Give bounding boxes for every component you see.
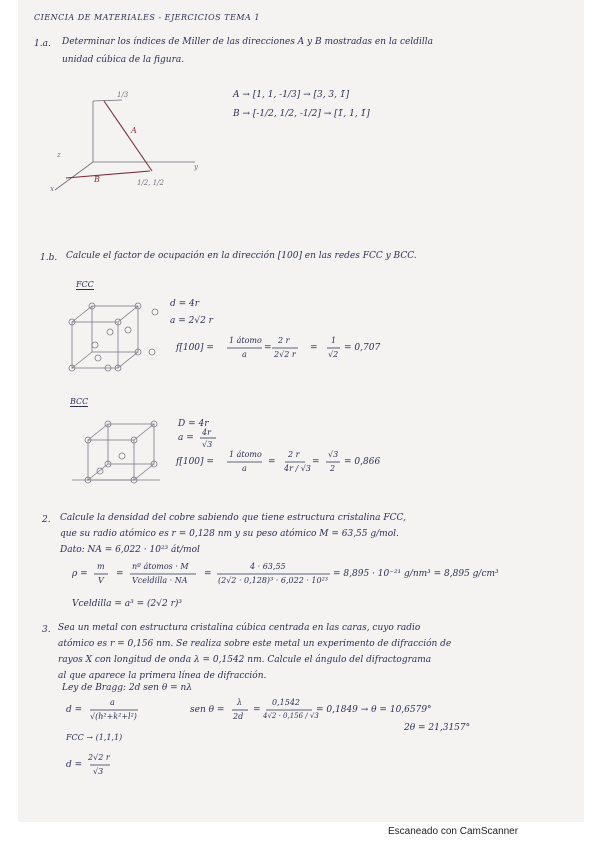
ex2-eq2: = <box>204 569 212 579</box>
bcc-eq: = <box>268 457 276 467</box>
fcc-result: = 0,707 <box>344 343 381 353</box>
fig-point-a: 1/3 <box>117 91 129 99</box>
fig-axis-y: y <box>194 163 198 171</box>
bcc-frac1-den: a <box>242 464 247 473</box>
fcc-f-label: f[100] = <box>176 343 214 353</box>
ex3-d-num: a <box>110 698 115 707</box>
bcc-eq2: = <box>312 457 320 467</box>
ex3-sen-den: 2d <box>233 712 244 721</box>
fcc-frac1-num: 1 átomo <box>229 336 262 345</box>
ex2-m-num: m <box>97 562 105 571</box>
ex3-number: 3. <box>42 625 51 635</box>
ex3-fcc-plane: FCC → (1,1,1) <box>66 733 123 742</box>
fig-axis-z: z <box>57 151 61 159</box>
ex3-statement-line1: Sea un metal con estructura cristalina cúbica centrada en las caras, cuyo radio <box>58 623 421 633</box>
bcc-cube-sketch <box>72 421 160 483</box>
fcc-frac3-den: √2 <box>328 350 339 359</box>
ex3-bragg: Ley de Bragg: 2d sen θ = nλ <box>62 683 193 693</box>
fcc-eq: = <box>264 343 272 353</box>
page-header: CIENCIA DE MATERIALES - EJERCICIOS TEMA 1 <box>34 13 260 22</box>
fcc-cube-sketch <box>69 303 158 371</box>
ex3-statement-line3: rayos X con longitud de onda λ = 0,1542 nm. Calcule el ángulo del difractograma <box>58 655 432 665</box>
fcc-heading: FCC <box>76 280 94 289</box>
ex3-sen2-den: 4√2 · 0,156 / √3 <box>263 712 319 720</box>
ex1a-statement-line1: Determinar los índices de Miller de las direcciones A y B mostradas en la celdilla <box>62 37 434 47</box>
ex2-frac2-num: nº átomos · M <box>132 562 189 571</box>
ex3-d2-eq: d = <box>66 760 83 770</box>
fcc-d: d = 4r <box>170 299 200 309</box>
bcc-frac1-num: 1 átomo <box>229 450 262 459</box>
ex3-d2-den: √3 <box>93 767 104 776</box>
ex3-sen2-num: 0,1542 <box>272 698 300 707</box>
direction-vectors <box>66 101 152 178</box>
cube-sketch <box>55 100 195 190</box>
fig-label-a: A <box>131 126 137 135</box>
fcc-eq2: = <box>310 343 318 353</box>
ex3-d-eq: d = <box>66 705 83 715</box>
fig-axis-x: x <box>50 185 54 193</box>
ex1b-number: 1.b. <box>40 253 58 263</box>
ex2-m-den: V <box>98 576 104 585</box>
bcc-frac2-num: 2 r <box>288 450 300 459</box>
fig-point-b: 1/2, 1/2 <box>137 179 164 187</box>
fcc-frac2-den: 2√2 r <box>274 350 296 359</box>
ex2-eq1: = <box>116 569 124 579</box>
ex1a-statement-line2: unidad cúbica de la figura. <box>62 55 185 65</box>
ex1a-number: 1.a. <box>34 39 51 49</box>
ex2-frac2-den: Vceldilla · NA <box>132 576 188 585</box>
ex3-statement-line4: al que aparece la primera línea de difracción. <box>58 671 267 681</box>
fig-label-b: B <box>94 175 100 184</box>
fraction-bars <box>90 348 340 765</box>
bcc-a-den: √3 <box>202 440 213 449</box>
fcc-frac3-num: 1 <box>331 336 337 345</box>
bcc-a-num: 4r <box>202 428 211 437</box>
ex2-number: 2. <box>42 515 51 525</box>
bcc-heading: BCC <box>70 397 89 406</box>
bcc-frac3-num: √3 <box>328 450 339 459</box>
ex1b-statement: Calcule el factor de ocupación en la dirección [100] en las redes FCC y BCC. <box>66 251 417 261</box>
bcc-frac2-den: 4r / √3 <box>284 464 311 473</box>
ex2-rho: ρ = <box>72 569 88 579</box>
ex3-two-theta: 2θ = 21,3157° <box>404 723 471 733</box>
ex2-frac3-num: 4 · 63,55 <box>250 562 286 571</box>
bcc-frac3-den: 2 <box>330 464 336 473</box>
ex3-eq1: = <box>253 705 261 715</box>
ex2-frac3-den: (2√2 · 0,128)³ · 6,022 · 10²³ <box>218 576 329 585</box>
ex2-statement-line1: Calcule la densidad del cobre sabiendo que tiene estructura cristalina FCC, <box>60 513 406 523</box>
ex2-result: = 8,895 · 10⁻²¹ g/nm³ = 8,895 g/cm³ <box>333 569 499 579</box>
ex3-sen: sen θ = <box>190 705 225 715</box>
ex2-statement-line2: que su radio atómico es r = 0,128 nm y su peso atómico M = 63,55 g/mol. <box>60 529 399 539</box>
ex1a-answer-a: A → [1, 1, -1/3] → [3, 3, 1̄] <box>233 90 350 100</box>
bcc-d: D = 4r <box>178 419 209 429</box>
ex3-sen-num: λ <box>237 698 243 707</box>
ex3-d2-num: 2√2 r <box>88 753 110 762</box>
ex2-vcell: Vceldilla = a³ = (2√2 r)³ <box>72 599 182 609</box>
scanner-watermark: Escaneado con CamScanner <box>388 826 519 837</box>
bcc-result: = 0,866 <box>344 457 381 467</box>
bcc-a: a = <box>178 433 194 443</box>
fcc-frac2-num: 2 r <box>278 336 290 345</box>
ex3-d-den: √(h²+k²+l²) <box>90 712 137 721</box>
ex3-statement-line2: atómico es r = 0,156 nm. Se realiza sobre este metal un experimento de difracción de <box>58 639 452 649</box>
fcc-frac1-den: a <box>242 350 247 359</box>
ex1a-answer-b: B → [-1/2, 1/2, -1/2] → [1̄, 1, 1̄] <box>233 109 370 119</box>
ex3-sen-result: = 0,1849 → θ = 10,6579° <box>316 705 432 715</box>
bcc-f-label: f[100] = <box>176 457 214 467</box>
fcc-a: a = 2√2 r <box>170 316 213 326</box>
ex2-data: Dato: NA = 6,022 · 10²³ át/mol <box>60 545 200 555</box>
